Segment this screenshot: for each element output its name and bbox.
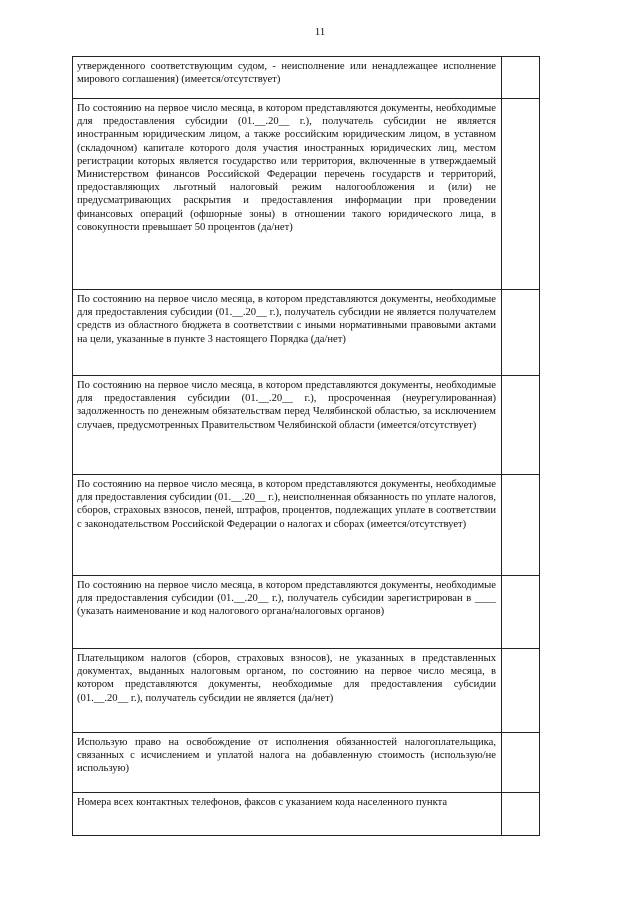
row-label — [73, 376, 502, 475]
row-label — [73, 733, 502, 793]
row-text: утвержденного соответствующим судом, - неисполнение или ненадлежащее исполнение мирового соглашения) (имеется/отсутствует) — [77, 61, 496, 86]
answer-cell[interactable] — [502, 99, 540, 290]
answer-cell[interactable] — [502, 733, 540, 793]
page-number: 11 — [314, 26, 326, 38]
table-row — [73, 57, 540, 99]
answer-cell[interactable] — [502, 57, 540, 99]
answer-cell[interactable] — [502, 290, 540, 376]
row-text: По состоянию на первое число месяца, в котором представляются документы, необходимые для предоставления субсидии (01.__.20__ г.), неисполненная обязанность по уплате налогов, сборов, страховых взносов, пеней, штрафов, процентов, подлежащих уплате в соответствии с законодательством Российской Федерации о налогах и сборах (имеется/отсутствует) — [77, 479, 496, 530]
table-row — [73, 99, 540, 290]
row-text: Использую право на освобождение от исполнения обязанностей налогоплательщика, связанных с исчислением и уплатой налога на добавленную стоимость (использую/не использую) — [77, 737, 496, 775]
row-label — [73, 576, 502, 649]
row-text: По состоянию на первое число месяца, в котором представляются документы, необходимые для предоставления субсидии (01.__.20__ г.), просроченная (неурегулированная) задолженность по денежным обязательствам перед Челябинской областью, за исключением случаев, предусмотренных Правительством Челябинской области (имеется/отсутствует) — [77, 380, 496, 431]
answer-cell[interactable] — [502, 793, 540, 836]
row-label — [73, 290, 502, 376]
row-label — [73, 649, 502, 733]
row-text: Плательщиком налогов (сборов, страховых взносов), не указанных в представленных документах, выданных налоговым органом, по состоянию на первое число месяца, в котором представляются документы, необходимые для предоставления субсидии (01.__.20__ г.), получатель субсидии не является (да/нет) — [77, 653, 496, 704]
table-row — [73, 793, 540, 836]
row-label — [73, 57, 502, 99]
row-text: По состоянию на первое число месяца, в котором представляются документы, необходимые для предоставления субсидии (01.__.20__ г.), получатель субсидии не является получателем средств из областного бюджета в соответствии с иными нормативными правовыми актами на цели, указанные в пункте 3 настоящего Порядка (да/нет) — [77, 294, 496, 345]
answer-cell[interactable] — [502, 649, 540, 733]
table-row — [73, 649, 540, 733]
row-label — [73, 99, 502, 290]
row-label — [73, 475, 502, 576]
row-text: По состоянию на первое число месяца, в котором представляются документы, необходимые для предоставления субсидии (01.__.20__ г.), получатель субсидии не является иностранным юридическим лицом, а также российским юридическим лицом, в уставном (складочном) капитале которого доля участия иностранных юридических лиц, местом регистрации которых является государство или территория, включенные в утверждаемый Министерством финансов Российской Федерации перечень государств и территорий, предоставляющих льготный налоговый режим налогообложения и (или) не предусматривающих раскрытия и предоставления информации при проведении финансовых операций (офшорные зоны) в отношении такого юридического лица, в совокупности превышает 50 процентов (да/нет) — [77, 103, 496, 233]
table-row — [73, 733, 540, 793]
answer-cell[interactable] — [502, 475, 540, 576]
row-text: Номера всех контактных телефонов, факсов с указанием кода населенного пункта — [77, 797, 448, 808]
table-row — [73, 576, 540, 649]
answer-cell[interactable] — [502, 576, 540, 649]
row-text: По состоянию на первое число месяца, в котором представляются документы, необходимые для предоставления субсидии (01.__.20__ г.), получатель субсидии зарегистрирован в ____ (указать наименование и код налогового органа/налоговых органов) — [77, 580, 496, 618]
row-label — [73, 793, 502, 836]
table-row — [73, 475, 540, 576]
table-row — [73, 376, 540, 475]
declaration-table — [72, 56, 540, 836]
table-row — [73, 290, 540, 376]
answer-cell[interactable] — [502, 376, 540, 475]
